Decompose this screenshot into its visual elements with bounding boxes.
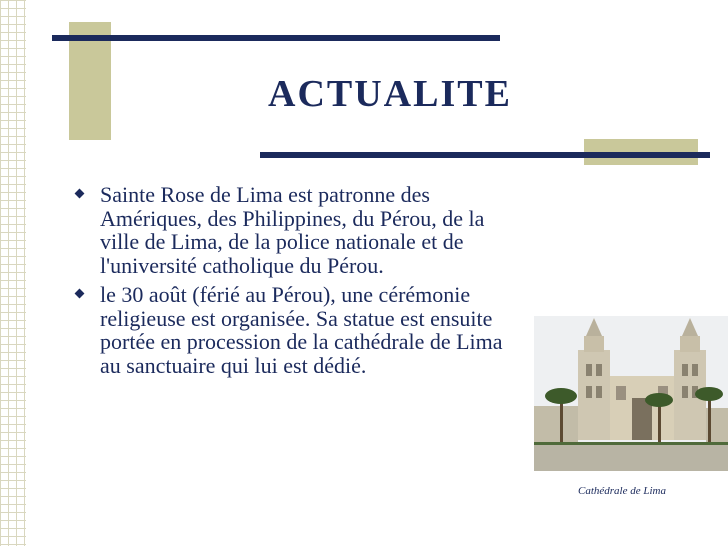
bullet-text: Sainte Rose de Lima est patronne des Amériques, des Philippines, du Pérou, de la ville de Lima, de la police nationale et de l'université catholique du Pérou. [100,182,485,278]
diamond-bullet-icon [75,289,85,299]
title-rule-bottom [260,152,710,158]
slide-title: ACTUALITE [268,73,512,115]
photo-caption: Cathédrale de Lima [578,485,666,497]
title-rule-top [52,35,500,41]
bullet-item [72,283,512,377]
decorative-grid-strip [0,0,26,546]
bullet-list [72,183,512,383]
cathedral-photo [534,316,728,471]
diamond-bullet-icon [75,189,85,199]
bullet-text: le 30 août (férié au Pérou), une cérémonie religieuse est organisée. Sa statue est ensuite portée en procession de la cathédrale de Lima au sanctuaire qui lui est dédié. [100,282,503,378]
bullet-item [72,183,512,277]
